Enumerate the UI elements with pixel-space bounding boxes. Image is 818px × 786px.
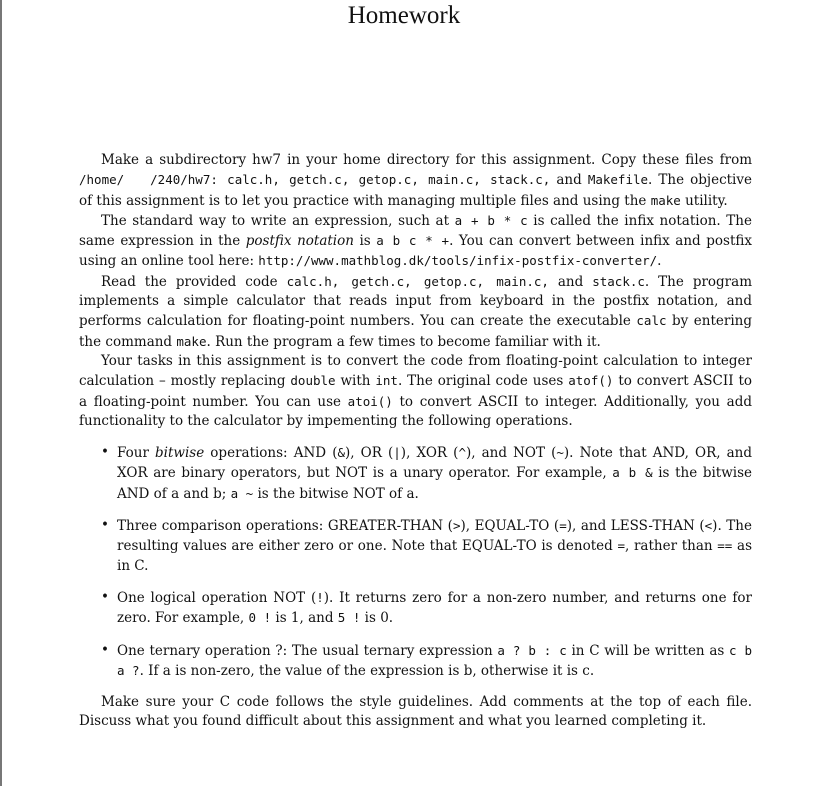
- paragraph-tasks: Your tasks in this assignment is to convert the code from floating-point calculation to integer calculation – mostly replacing double with int. The original code uses atof() to convert ASCII to a floating-point number. You can use atoi() to convert ASCII to integer. Additionally, you add functionality to the calculator by impementing the following operations.: [79, 352, 753, 429]
- page-left-border: [0, 0, 2, 786]
- paragraph-notation: The standard way to write an expression, such at a + b * c is called the infix notation. The same expression in the postfix notation is a b c * +. You can convert between infix and postfix using an online tool here: http://www.mathblog.dk/tools/infix-postfix-converter/.: [79, 212, 752, 270]
- operations-list: [79, 443, 752, 681]
- paragraph-code: Read the provided code calc.h, getch.c, getop.c, main.c, and stack.c. The program implements a simple calculator that reads input from keyboard in the postfix notation, and performs calculation for floating-point numbers. You can create the executable calc by entering the command make. Run the program a few times to become familiar with it.: [79, 273, 752, 350]
- converter-url[interactable]: http://www.mathblog.dk/tools/infix-postfix-converter/: [258, 253, 658, 269]
- paragraph-intro: Make a subdirectory hw7 in your home directory for this assignment. Copy these files from /home/ /240/hw7: calc.h, getch.c, getop.c, main.c, stack.c, and Makefile. The objective of this assignment is to let you practice with managing multiple files and using the make utility.: [79, 152, 752, 209]
- page-title: Homework: [347, 2, 461, 29]
- list-item-comparison: • Three comparison operations: GREATER-THAN (>), EQUAL-TO (=), and LESS-THAN (<). The resulting values are either zero or one. Note that EQUAL-TO is denoted =, rather than == as in C.: [101, 517, 753, 574]
- list-item-ternary: • One ternary operation ?: The usual ternary expression a ? b : c in C will be written as c b a ?. If a is non-zero, the value of the expression is b, otherwise it is c.: [101, 641, 753, 679]
- bullet-icon: •: [101, 641, 109, 658]
- bullet-icon: •: [101, 517, 109, 534]
- list-item-bitwise: • Four bitwise operations: AND (&), OR (|), XOR (^), and NOT (~). Note that AND, OR, and XOR are binary operators, but NOT is a unary operator. For example, a b & is the bitwise AND of a and b; a ~ is the bitwise NOT of a.: [101, 444, 753, 502]
- list-item-logical: • One logical operation NOT (!). It returns zero for a non-zero number, and returns one for zero. For example, 0 ! is 1, and 5 ! is 0.: [101, 588, 752, 627]
- document-body: [79, 151, 752, 732]
- paragraph-closing: Make sure your C code follows the style guidelines. Add comments at the top of each file. Discuss what you found difficult about this assignment and what you learned completing it.: [79, 694, 752, 730]
- bullet-icon: •: [101, 444, 109, 461]
- bullet-icon: •: [101, 588, 109, 605]
